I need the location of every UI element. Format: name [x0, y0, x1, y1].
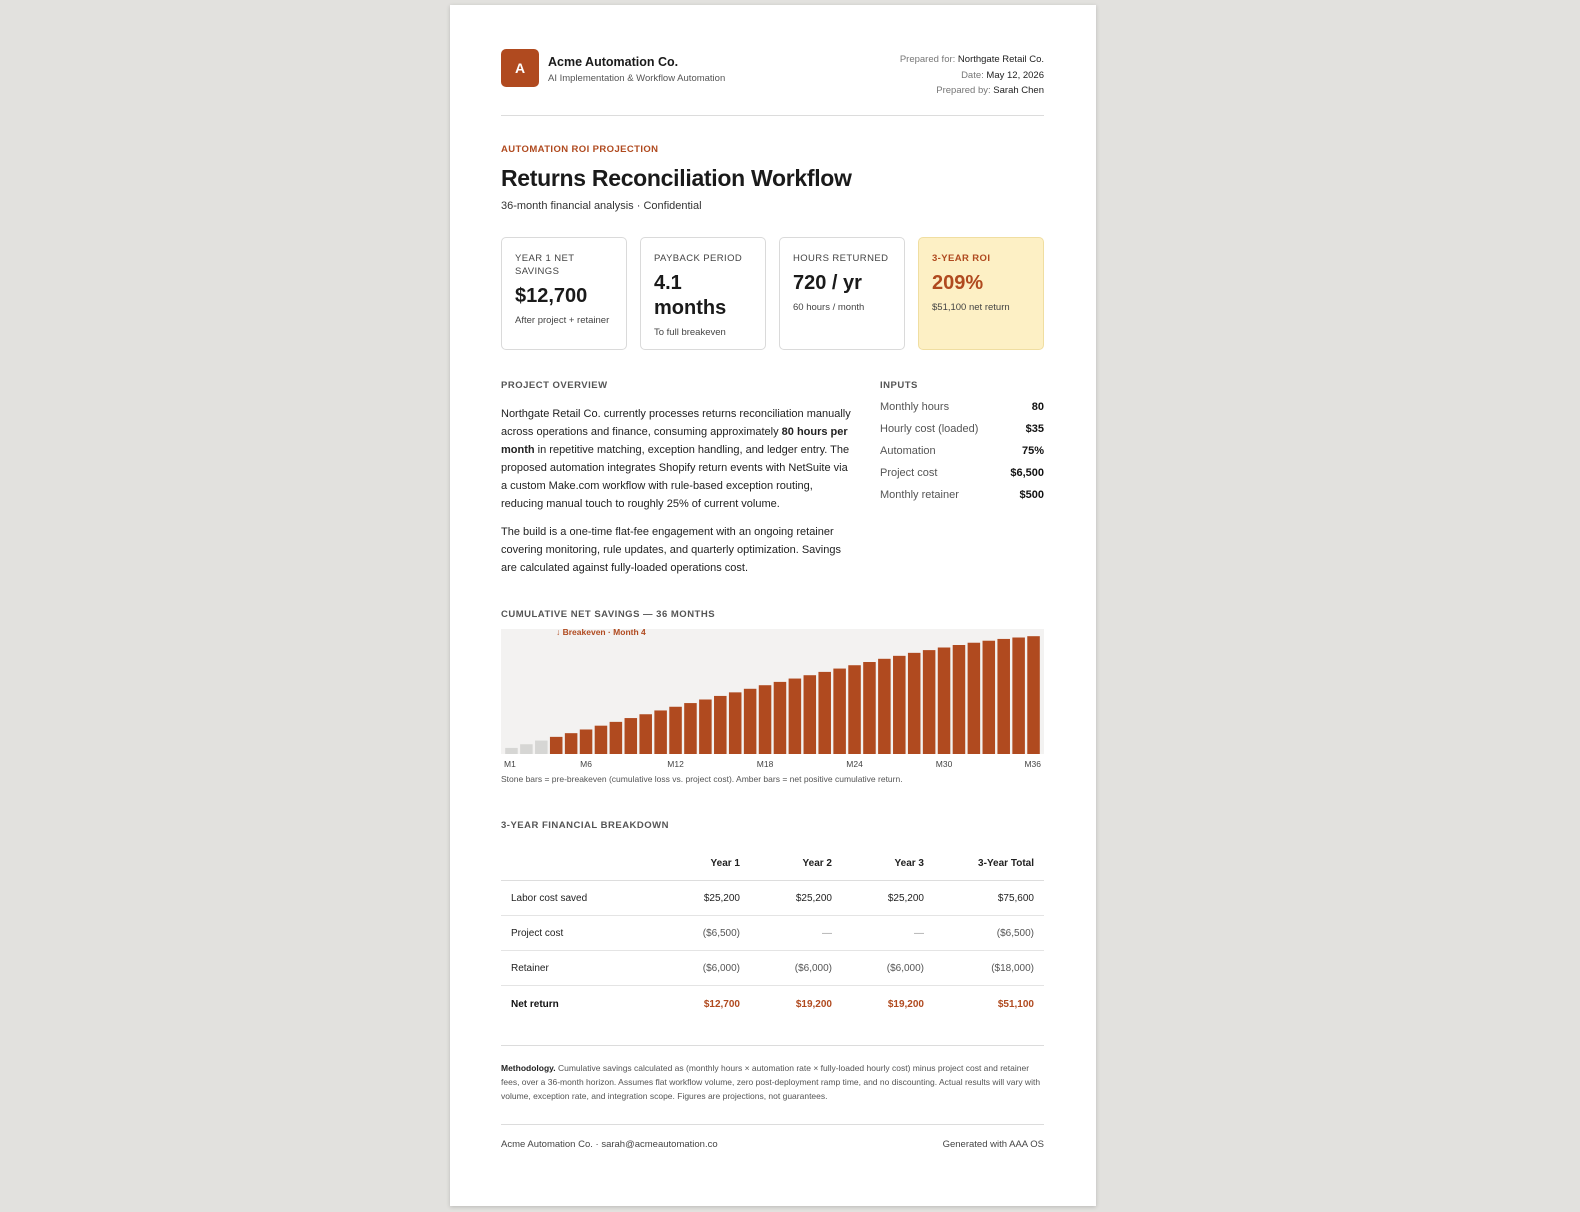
kpi-value: 720 / yr [793, 272, 862, 294]
input-row: Monthly hours 80 [880, 401, 1044, 413]
chart-bar-month-35 [1012, 638, 1025, 755]
kpi-note: $51,100 net return [932, 302, 1010, 313]
table-row: Retainer ($6,000) ($6,000) ($6,000) ($18,000) [501, 951, 1044, 986]
chart-bar-month-36 [1027, 636, 1040, 754]
chart-bar-month-26 [878, 659, 891, 754]
column-header: 3-Year Total [925, 846, 1044, 881]
chart-bar-month-24 [848, 665, 861, 754]
kpi-note: After project + retainer [515, 315, 610, 326]
report-date: Date: May 12, 2026 [961, 69, 1044, 81]
methodology-note: Methodology. Cumulative savings calculated as (monthly hours × automation rate × fully-loaded hourly cost) minus project cost and retainer fees, over a 36-month horizon. Assumes flat workflow volume, zero post-deployment ramp time, and no discounting. Actual results will vary with volume, exception rate, and integration scope. Figures are projections, not guarantees. [501, 1045, 1044, 1103]
chart-bar-month-6 [580, 729, 593, 754]
chart-bar-month-20 [789, 679, 802, 754]
section-title: INPUTS [880, 380, 918, 391]
chart-note: Stone bars = pre-breakeven (cumulative loss vs. project cost). Amber bars = net positive cumulative return. [501, 774, 903, 784]
chart-bar-month-8 [610, 722, 623, 754]
kpi-note: To full breakeven [654, 327, 726, 338]
kpi-card-payback [640, 237, 766, 350]
chart-bar-month-14 [699, 700, 712, 755]
chart-bar-month-25 [863, 662, 876, 754]
x-tick-label: M12 [667, 759, 684, 769]
input-row: Monthly retainer $500 [880, 489, 1044, 501]
column-header: Year 2 [741, 846, 833, 881]
chart-bar-month-4 [550, 737, 563, 754]
chart-bar-month-19 [774, 682, 787, 754]
table-row: Labor cost saved $25,200 $25,200 $25,200 $75,600 [501, 881, 1044, 916]
kpi-label: YEAR 1 NET SAVINGS [515, 253, 575, 277]
company-tagline: AI Implementation & Workflow Automation [548, 73, 726, 84]
column-header: Year 3 [833, 846, 925, 881]
chart-bar-month-7 [595, 726, 608, 754]
kpi-card-roi [918, 237, 1044, 350]
chart-bar-month-15 [714, 696, 727, 754]
x-tick-label: M18 [756, 759, 774, 769]
brand [501, 49, 725, 115]
kpi-value: 209% [932, 272, 984, 294]
chart-bar-month-17 [744, 689, 757, 754]
chart-bar-month-23 [833, 669, 846, 754]
kpi-note: 60 hours / month [793, 302, 865, 313]
report-content [501, 49, 1044, 1150]
chart-bar-month-9 [625, 718, 638, 754]
x-tick-label: M1 [504, 759, 516, 769]
chart-bar-month-21 [804, 675, 817, 754]
chart-bar-month-16 [729, 692, 742, 754]
report-header [501, 49, 1044, 116]
kpi-label: 3-YEAR ROI [932, 253, 991, 264]
chart-bar-month-30 [938, 648, 951, 755]
company-name: Acme Automation Co. [548, 55, 679, 69]
chart-bar-month-32 [968, 643, 981, 754]
breakeven-annotation: ↓ Breakeven · Month 4 [556, 627, 646, 637]
input-row: Automation 75% [880, 445, 1044, 457]
kpi-label: HOURS RETURNED [793, 253, 889, 264]
table-row-net-return: Net return $12,700 $19,200 $19,200 $51,100 [511, 999, 1034, 1010]
chart-bar-month-1 [505, 748, 518, 754]
chart-bar-month-2 [520, 744, 533, 754]
chart-bar-month-3 [535, 741, 548, 754]
x-tick-label: M24 [846, 759, 863, 769]
footer-generator: Generated with AAA OS [942, 1139, 1044, 1150]
company-logo: A [501, 49, 539, 87]
chart-bar-month-22 [818, 672, 831, 754]
page-title: Returns Reconciliation Workflow [501, 165, 852, 191]
savings-chart-section [501, 609, 1044, 784]
chart-bar-month-31 [953, 645, 966, 754]
overview-paragraph: Northgate Retail Co. currently processes returns reconciliation manually across operations and finance, consuming approximately 80 hours per month in repetitive matching, exception handling, and ledger entry. The proposed automation integrates Shopify return events with NetSuite via a custom Make.com workflow with rule-based exception routing, reducing manual touch to roughly 25% of current volume. [501, 408, 851, 510]
chart-canvas [501, 629, 1044, 754]
report-page [450, 5, 1096, 1206]
overview-paragraph: The build is a one-time flat-fee engagement with an ongoing retainer covering monitoring, rule updates, and quarterly optimization. Savings are calculated against fully-loaded operations cost. [501, 526, 841, 574]
report-footer [501, 1124, 1044, 1150]
chart-bar-month-29 [923, 650, 936, 754]
savings-chart [501, 629, 1044, 754]
project-overview [501, 380, 853, 577]
kpi-value: $12,700 [515, 285, 588, 307]
kpi-label: PAYBACK PERIOD [654, 253, 743, 264]
chart-bar-month-5 [565, 733, 578, 754]
doc-eyebrow: AUTOMATION ROI PROJECTION [501, 144, 659, 155]
chart-bar-month-12 [669, 707, 682, 754]
chart-title: CUMULATIVE NET SAVINGS — 36 MONTHS [501, 609, 716, 620]
breakdown-table [501, 846, 1044, 1023]
chart-bar-month-33 [983, 641, 996, 754]
chart-bar-month-11 [654, 710, 667, 754]
kpi-card-year1-savings [501, 237, 627, 350]
inputs-panel [880, 380, 1044, 577]
x-axis-ticks [501, 759, 1044, 773]
table-row: Project cost ($6,500) — — ($6,500) [501, 916, 1044, 951]
kpi-card-hours [779, 237, 905, 350]
page-subtitle: 36-month financial analysis · Confidential [501, 200, 702, 212]
chart-bar-month-13 [684, 703, 697, 754]
section-title: PROJECT OVERVIEW [501, 380, 608, 391]
kpi-row [501, 237, 1044, 350]
input-row: Hourly cost (loaded) $35 [880, 423, 1044, 435]
chart-bar-month-28 [908, 653, 921, 754]
chart-bar-month-10 [639, 714, 652, 754]
x-tick-label: M30 [935, 759, 953, 769]
x-tick-label: M36 [1024, 759, 1041, 769]
kpi-value: 4.1 months [654, 272, 727, 319]
prepared-for: Prepared for: Northgate Retail Co. [899, 54, 1044, 65]
report-meta [900, 49, 1044, 115]
chart-bar-month-27 [893, 656, 906, 754]
input-row: Project cost $6,500 [880, 467, 1044, 479]
footer-contact: Acme Automation Co. · sarah@acmeautomation.co [501, 1139, 718, 1150]
x-tick-label: M6 [580, 759, 592, 769]
chart-bar-month-34 [997, 639, 1010, 754]
section-title: 3-YEAR FINANCIAL BREAKDOWN [501, 820, 669, 831]
chart-bar-month-18 [759, 685, 772, 754]
prepared-by: Prepared by: Sarah Chen [936, 85, 1044, 96]
column-header: Year 1 [651, 846, 741, 881]
financial-breakdown [501, 820, 1044, 1023]
table-header-row [501, 846, 1044, 881]
